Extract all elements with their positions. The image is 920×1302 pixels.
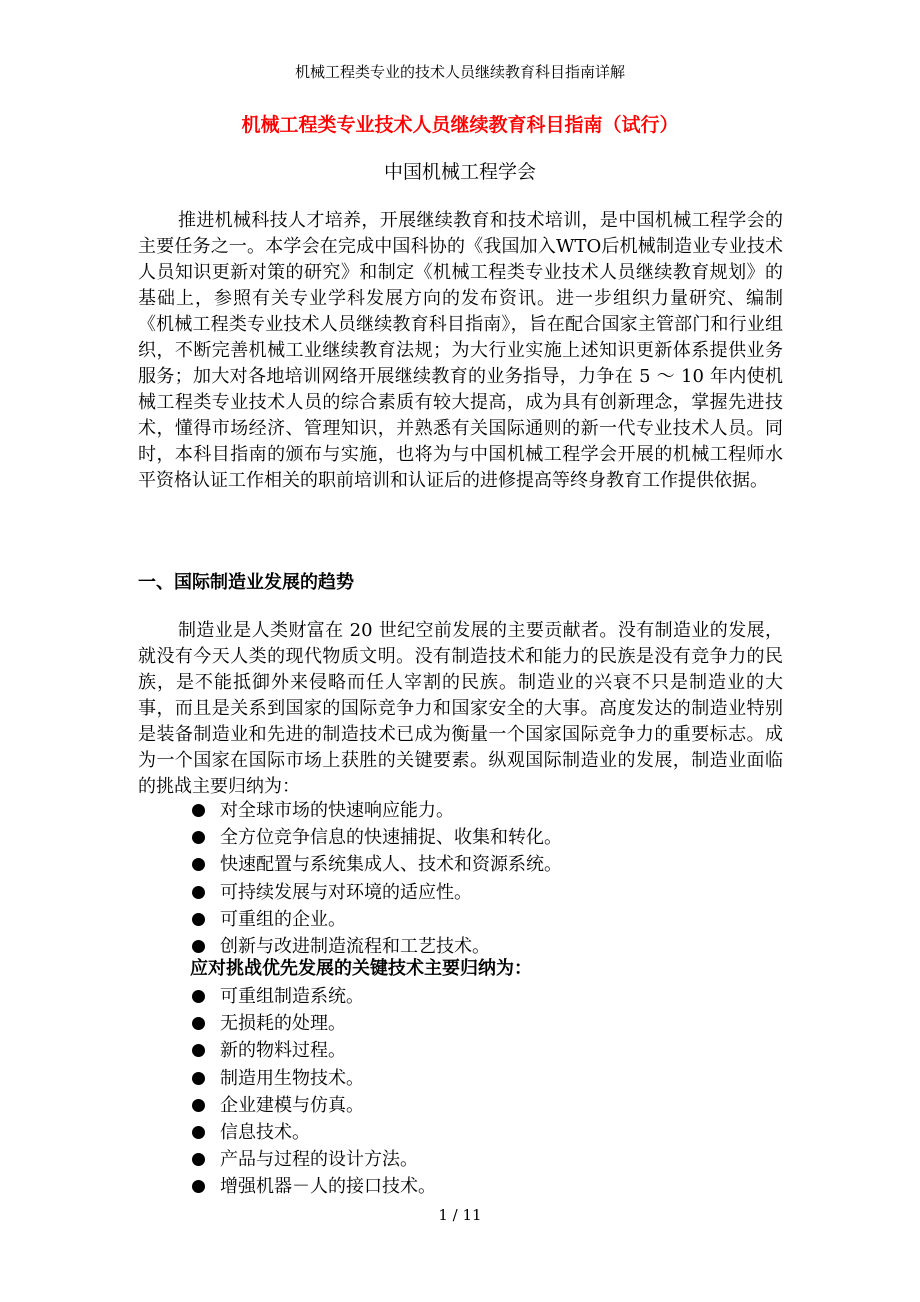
list-item-text: 新的物料过程。 xyxy=(220,1040,346,1062)
key-technologies-list xyxy=(190,983,436,1201)
list-item-text: 全方位竞争信息的快速捕捉、收集和转化。 xyxy=(220,827,562,849)
list-item-text: 企业建模与仿真。 xyxy=(220,1094,364,1116)
list-item-text: 增强机器－人的接口技术。 xyxy=(220,1176,436,1198)
section-heading: 一、国际制造业发展的趋势 xyxy=(138,572,354,593)
list-item-text: 创新与改进制造流程和工艺技术。 xyxy=(220,936,490,958)
bullet-icon xyxy=(192,913,205,926)
list-item xyxy=(190,1065,436,1092)
bullet-icon xyxy=(192,940,205,953)
bullet-icon xyxy=(192,858,205,871)
list-item-text: 无损耗的处理。 xyxy=(220,1013,346,1035)
list-item-text: 可重组制造系统。 xyxy=(220,986,364,1007)
bullet-icon xyxy=(192,1126,205,1139)
section-paragraph: 制造业是人类财富在 20 世纪空前发展的主要贡献者。没有制造业的发展，就没有今天人类的现代物质文明。没有制造技术和能力的民族是没有竞争力的民族，是不能抵御外来侵略而任人宰割的民族。制造业的兴衰不只是制造业的大事，而且是关系到国家的国际竞争力和国家安全的大事。高度发达的制造业特别是装备制造业和先进的制造技术已成为衡量一个国家国际竞争力的重要标志。成为一个国家在国际市场上获胜的关键要素。纵观国际制造业的发展，制造业面临的挑战主要归纳为： xyxy=(138,620,783,797)
list-item-text: 对全球市场的快速响应能力。 xyxy=(220,800,454,821)
bullet-icon xyxy=(192,990,205,1003)
document-title: 机械工程类专业技术人员继续教育科目指南（试行） xyxy=(241,114,679,136)
list-item xyxy=(190,824,562,851)
organization-name: 中国机械工程学会 xyxy=(383,161,536,183)
key-tech-heading: 应对挑战优先发展的关键技术主要归纳为： xyxy=(190,958,532,979)
bullet-icon xyxy=(192,1180,205,1193)
list-item xyxy=(190,1092,436,1119)
page-number: 1 / 11 xyxy=(438,1206,482,1224)
list-item xyxy=(190,983,436,1010)
list-item xyxy=(190,879,562,906)
list-item-text: 信息技术。 xyxy=(220,1122,310,1144)
intro-paragraph: 推进机械科技人才培养，开展继续教育和技术培训，是中国机械工程学会的主要任务之一。本学会在完成中国科协的《我国加入WTO后机械制造业专业技术人员知识更新对策的研究》和制定《机械工程类专业技术人员继续教育规划》的基础上，参照有关专业学科发展方向的发布资讯。进一步组织力量研究、编制《机械工程类专业技术人员继续教育科目指南》，旨在配合国家主管部门和行业组织，不断完善机械工业继续教育法规；为大行业实施上述知识更新体系提供业务服务；加大对各地培训网络开展继续教育的业务指导，力争在 5 ～ 10 年内使机械工程类专业技术人员的综合素质有较大提高，成为具有创新理念，掌握先进技术，懂得市场经济、管理知识，并熟悉有关国际通则的新一代专业技术人员。同时，本科目指南的颁布与实施，也将为与中国机械工程学会开展的机械工程师水平资格认证工作相关的职前培训和认证后的进修提高等终身教育工作提供依据。 xyxy=(138,210,783,491)
list-item xyxy=(190,1037,436,1064)
list-item xyxy=(190,1010,436,1037)
bullet-icon xyxy=(192,831,205,844)
list-item-text: 可持续发展与对环境的适应性。 xyxy=(220,881,472,903)
list-item xyxy=(190,1119,436,1146)
list-item xyxy=(190,851,562,878)
list-item xyxy=(190,906,562,933)
bullet-icon xyxy=(192,1044,205,1057)
list-item-text: 快速配置与系统集成人、技术和资源系统。 xyxy=(220,854,562,876)
list-item-text: 制造用生物技术。 xyxy=(220,1067,364,1089)
bullet-icon xyxy=(192,804,205,817)
bullet-icon xyxy=(192,1099,205,1112)
list-item-text: 产品与过程的设计方法。 xyxy=(220,1149,418,1171)
bullet-icon xyxy=(192,1153,205,1166)
challenges-list xyxy=(190,797,562,960)
list-item xyxy=(190,1146,436,1173)
bullet-icon xyxy=(192,886,205,899)
bullet-icon xyxy=(192,1072,205,1085)
list-item-text: 可重组的企业。 xyxy=(220,908,346,930)
list-item xyxy=(190,1173,436,1200)
bullet-icon xyxy=(192,1017,205,1030)
running-header: 机械工程类专业的技术人员继续教育科目指南详解 xyxy=(294,63,625,81)
list-item xyxy=(190,797,562,824)
